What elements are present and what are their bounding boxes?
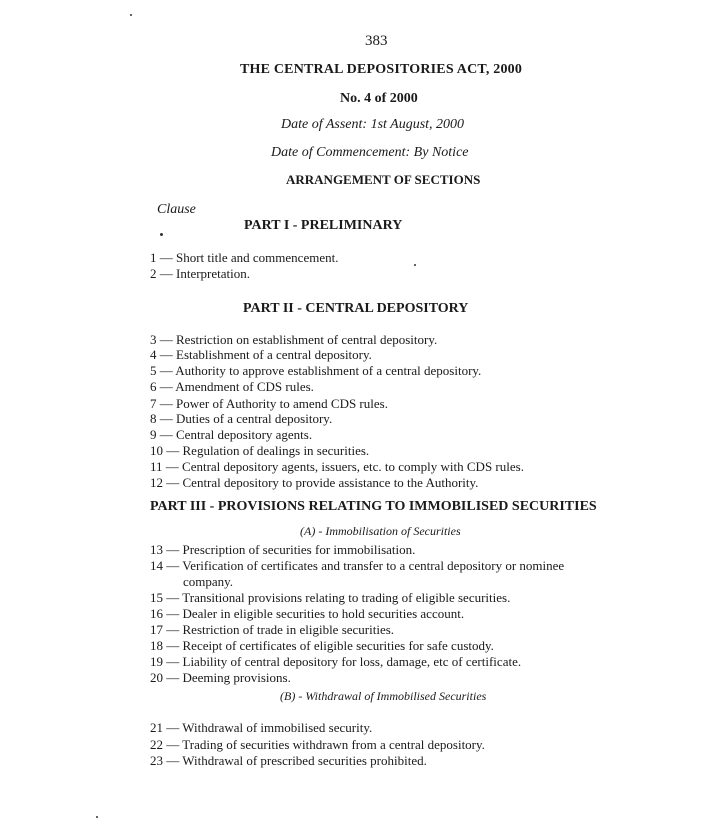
part1-heading: PART I - PRELIMINARY — [244, 218, 403, 233]
page-number: 383 — [365, 33, 388, 49]
list-item: 5 — Authority to approve establishment of a central depository. — [150, 363, 482, 378]
arrangement-heading: ARRANGEMENT OF SECTIONS — [286, 172, 481, 187]
list-item: 15 — Transitional provisions relating to trading of eligible securities. — [150, 590, 511, 605]
scan-speck — [414, 264, 416, 266]
act-title: THE CENTRAL DEPOSITORIES ACT, 2000 — [240, 62, 523, 77]
list-item: 3 — Restriction on establishment of central depository. — [150, 332, 438, 347]
list-item-continuation: company. — [183, 574, 234, 589]
subsection-b-heading: (B) - Withdrawal of Immobilised Securities — [280, 689, 487, 703]
list-item: 20 — Deeming provisions. — [150, 670, 291, 685]
list-item: 17 — Restriction of trade in eligible securities. — [150, 622, 395, 637]
scan-speck — [96, 816, 98, 818]
list-item: 7 — Power of Authority to amend CDS rules. — [150, 396, 388, 411]
list-item: 14 — Verification of certificates and transfer to a central depository or nominee — [150, 558, 565, 573]
subsection-a-heading: (A) - Immobilisation of Securities — [300, 524, 461, 538]
date-of-assent: Date of Assent: 1st August, 2000 — [281, 117, 465, 132]
list-item: 9 — Central depository agents. — [150, 427, 313, 442]
list-item: 6 — Amendment of CDS rules. — [150, 379, 314, 394]
list-item: 11 — Central depository agents, issuers, etc. to comply with CDS rules. — [150, 459, 524, 474]
list-item: 4 — Establishment of a central depository. — [150, 347, 372, 362]
scan-speck — [160, 233, 163, 236]
part2-heading: PART II - CENTRAL DEPOSITORY — [243, 301, 469, 316]
act-number: No. 4 of 2000 — [340, 91, 418, 106]
list-item: 18 — Receipt of certificates of eligible securities for safe custody. — [150, 638, 494, 653]
scan-speck — [130, 14, 132, 16]
date-of-commencement: Date of Commencement: By Notice — [271, 145, 469, 160]
list-item: 19 — Liability of central depository for loss, damage, etc of certificate. — [150, 654, 522, 669]
list-item: 13 — Prescription of securities for immobilisation. — [150, 542, 416, 557]
list-item: 23 — Withdrawal of prescribed securities prohibited. — [150, 753, 427, 768]
list-item: 2 — Interpretation. — [150, 266, 250, 281]
part3-heading: PART III - PROVISIONS RELATING TO IMMOBILISED SECURITIES — [150, 499, 597, 514]
list-item: 22 — Trading of securities withdrawn from a central depository. — [150, 737, 485, 752]
list-item: 16 — Dealer in eligible securities to hold securities account. — [150, 606, 465, 621]
list-item: 8 — Duties of a central depository. — [150, 411, 333, 426]
list-item: 21 — Withdrawal of immobilised security. — [150, 720, 373, 735]
list-item: 10 — Regulation of dealings in securities. — [150, 443, 370, 458]
clause-label: Clause — [157, 202, 196, 217]
list-item: 1 — Short title and commencement. — [150, 250, 339, 265]
list-item: 12 — Central depository to provide assistance to the Authority. — [150, 475, 479, 490]
